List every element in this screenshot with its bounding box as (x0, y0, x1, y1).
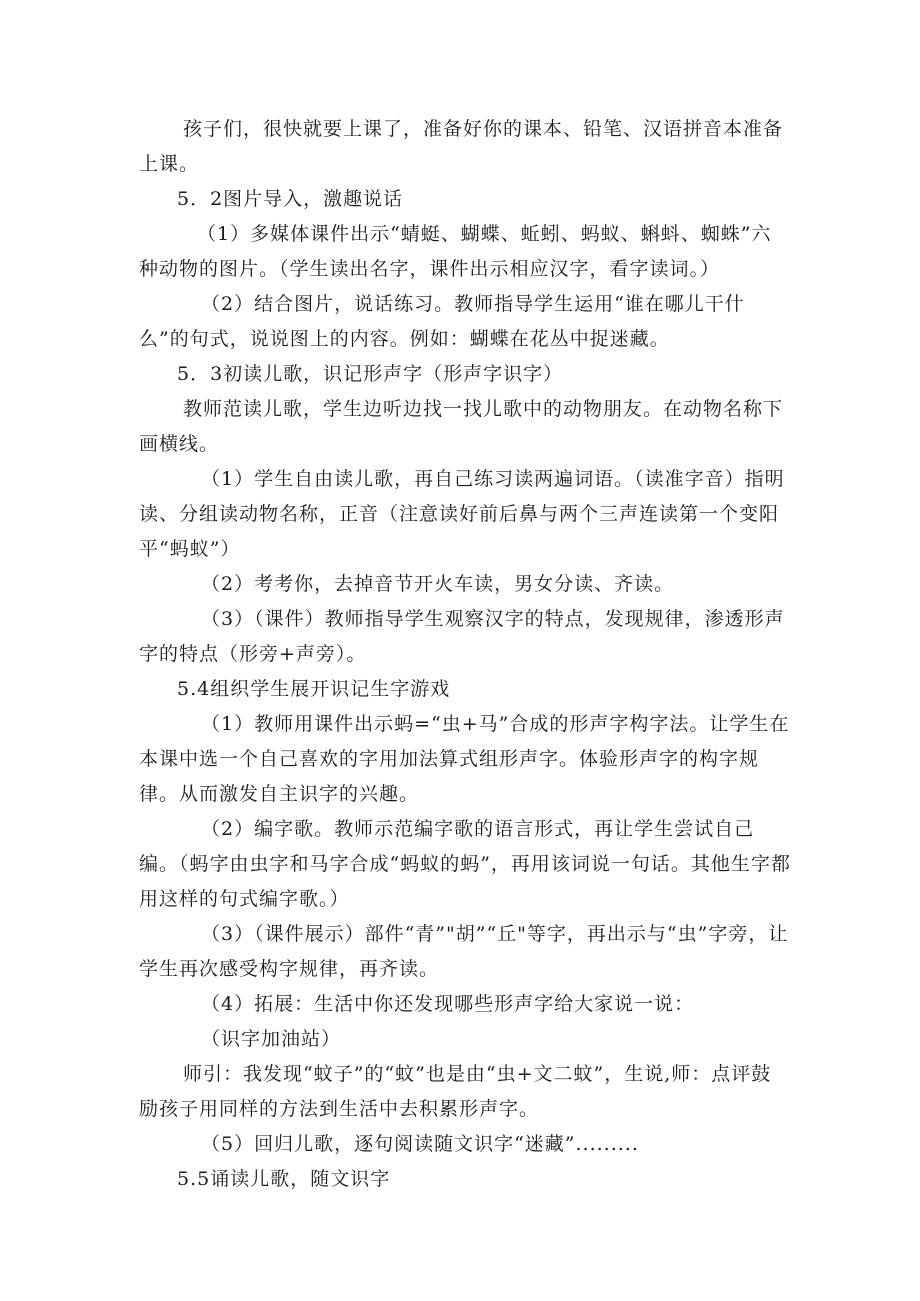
paragraph-song: （2）编字歌。教师示范编字歌的语言形式，再让学生尝试自己编。（蚂字由虫字和马字合成“蚂蚁的蚂”，再用该词说一句话。其他生字都用这样的句式编字歌。） (139, 818, 791, 910)
paragraph-step-1: （1）多媒体课件出示“蜻蜓、蝴蝶、蚯蚓、蚂蚁、蝌蚪、蜘蛛”六种动物的图片。（学生读出名字，课件出示相应汉字，看字读词。） (139, 223, 772, 280)
paragraph-extension: （4）拓展：生活中你还发现哪些形声字给大家说一说： (201, 993, 695, 1015)
paragraph-quiz: （2）考考你，去掉音节开火车读，男女分读、齐读。 (201, 573, 675, 595)
section-heading-5-2: 5．2图片导入，激趣说话 (177, 188, 404, 210)
section-heading-5-4: 5.4组织学生展开识记生字游戏 (177, 678, 451, 700)
section-heading-5-5: 5.5诵读儿歌，随文识字 (177, 1168, 391, 1190)
paragraph-teacher-reading: 教师范读儿歌，学生边听边找一找儿歌中的动物朋友。在动物名称下画横线。 (139, 398, 784, 455)
paragraph-observe: （3）（课件）教师指导学生观察汉字的特点，发现规律，渗透形声字的特点（形旁+声旁）。 (139, 608, 785, 665)
paragraph-intro: 孩子们，很快就要上课了，准备好你的课本、铅笔、汉语拼音本准备上课。 (139, 118, 784, 175)
section-heading-5-3: 5．3初读儿歌，识记形声字（形声字识字） (177, 363, 564, 385)
document-body (139, 112, 791, 1197)
paragraph-components: （3）（课件展示）部件“青”"胡”“丘"等字，再出示与“虫”字旁，让学生再次感受构字规律，再齐读。 (139, 923, 789, 980)
paragraph-step-2: （2）结合图片，说话练习。教师指导学生运用“谁在哪儿干什么”的句式，说说图上的内容。例如：蝴蝶在花丛中捉迷藏。 (139, 293, 745, 350)
paragraph-character-formation: （1）教师用课件出示蚂=“虫+马”合成的形声字构字法。让学生在本课中选一个自己喜欢的字用加法算式组形声字。体验形声字的构字规律。从而激发自主识字的兴趣。 (139, 713, 790, 805)
paragraph-free-reading: （1）学生自由读儿歌，再自己练习读两遍词语。（读准字音）指明读、分组读动物名称，正音（注意读好前后鼻与两个三声连读第一个变阳平“蚂蚁”） (139, 468, 785, 560)
paragraph-teacher-guide: 师引：我发现“蚊子”的“蚊”也是由“虫+文二蚊”，生说,师：点评鼓励孩子用同样的方法到生活中去积累形声字。 (139, 1063, 772, 1120)
paragraph-literacy-station: （识字加油站） (201, 1028, 342, 1050)
paragraph-return: （5）回归儿歌，逐句阅读随文识字“迷藏”......... (201, 1133, 639, 1155)
